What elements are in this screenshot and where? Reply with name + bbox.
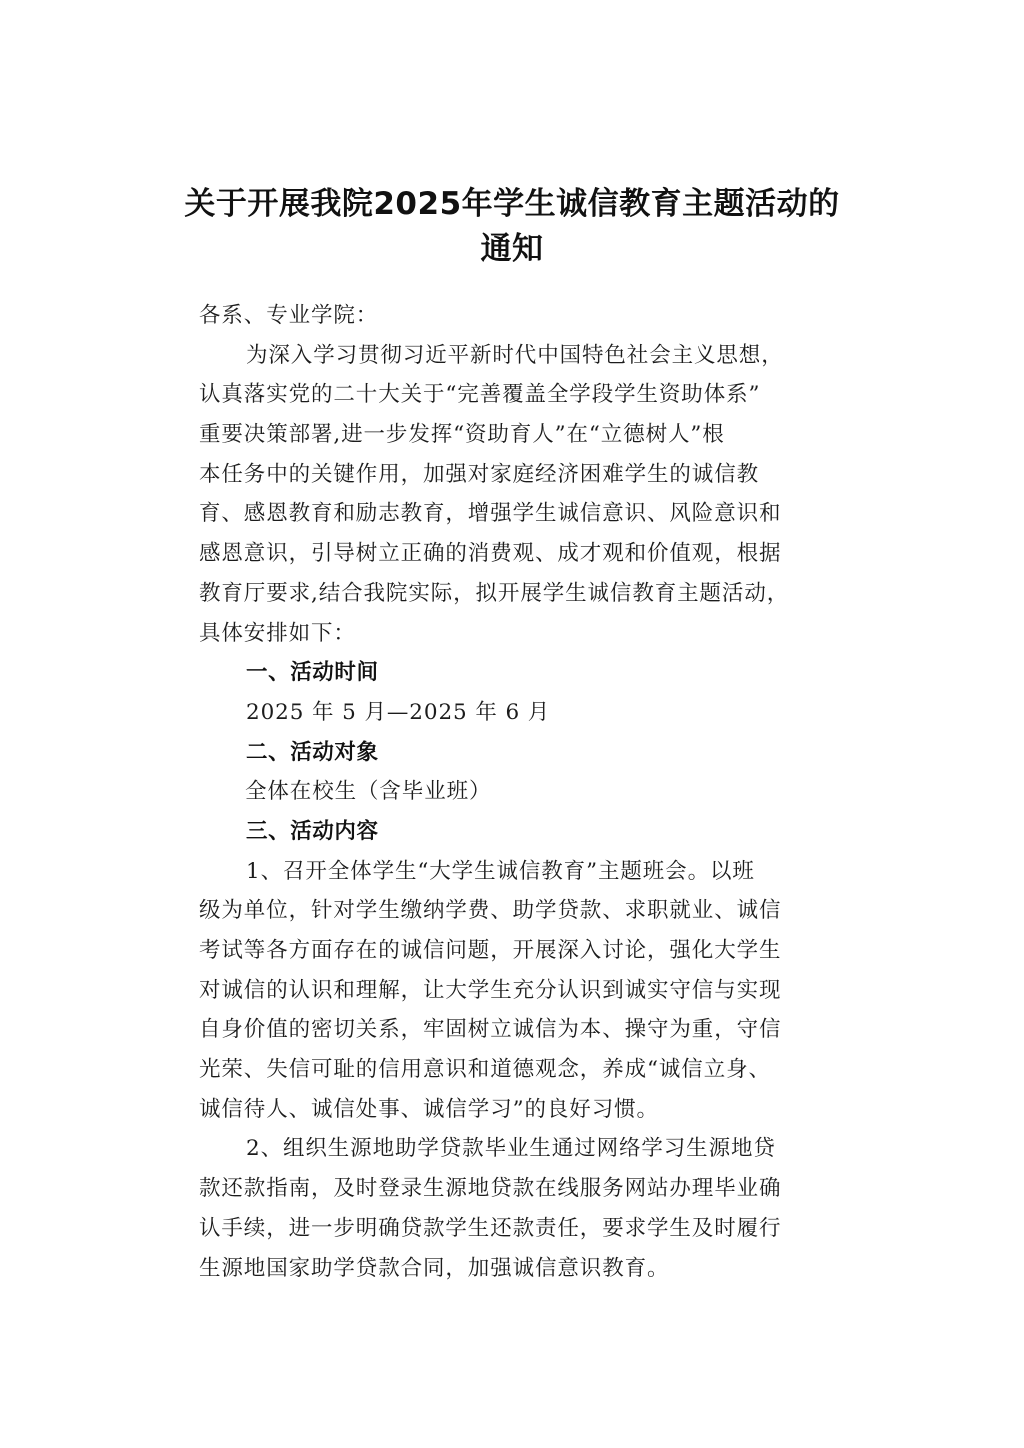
salutation: 各系、专业学院： [199, 303, 379, 328]
activity-time-text: 2025 年 5 月—2025 年 6 月 [246, 699, 551, 725]
paragraph-line: 本任务中的关键作用，加强对家庭经济困难学生的诚信教 [199, 461, 760, 487]
paragraph-line: 育、感恩教育和励志教育，增强学生诚信意识、风险意识和 [199, 501, 782, 527]
title-line: 关于开展我院2025年学生诚信教育主题活动的 [184, 186, 840, 222]
section-heading-time: 一、活动时间 [246, 660, 379, 686]
document-body [199, 296, 815, 1288]
content-item-2 [199, 1129, 815, 1288]
section-heading-content: 三、活动内容 [246, 818, 379, 844]
paragraph-line: 诚信待人、诚信处事、诚信学习”的良好习惯。 [199, 1096, 659, 1122]
paragraph-line: 教育厅要求,结合我院实际，拟开展学生诚信教育主题活动， [199, 580, 790, 606]
paragraph-line: 认真落实党的二十大关于“完善覆盖全学段学生资助体系” [199, 382, 761, 408]
paragraph-line: 具体安排如下： [199, 620, 356, 646]
paragraph-line: 感恩意识，引导树立正确的消费观、成才观和价值观，根据 [199, 541, 782, 567]
title-line: 通知 [480, 231, 544, 267]
paragraph-line: 生源地国家助学贷款合同，加强诚信意识教育。 [199, 1255, 670, 1281]
paragraph-line: 为深入学习贯彻习近平新时代中国特色社会主义思想， [246, 342, 784, 368]
paragraph-line: 级为单位，针对学生缴纳学费、助学贷款、求职就业、诚信 [199, 898, 782, 924]
paragraph-line: 考试等各方面存在的诚信问题，开展深入讨论，强化大学生 [199, 938, 782, 963]
paragraph-line: 自身价值的密切关系，牢固树立诚信为本、操守为重，守信 [199, 1017, 782, 1043]
paragraph-line: 1、召开全体学生“大学生诚信教育”主题班会。以班 [246, 858, 755, 884]
section-heading-target: 二、活动对象 [246, 739, 379, 765]
activity-target-text: 全体在校生（含毕业班） [245, 779, 492, 805]
intro-paragraph [199, 336, 815, 654]
content-item-1 [199, 852, 815, 1130]
paragraph-line: 款还款指南，及时登录生源地贷款在线服务网站办理毕业确 [199, 1176, 782, 1202]
paragraph-line: 重要决策部署,进一步发挥“资助育人”在“立德树人”根 [199, 422, 725, 448]
document-title [150, 182, 874, 272]
paragraph-line: 2、组织生源地助学贷款毕业生通过网络学习生源地贷 [246, 1136, 776, 1162]
paragraph-line: 光荣、失信可耻的信用意识和道德观念，养成“诚信立身、 [199, 1057, 771, 1083]
paragraph-line: 对诚信的认识和理解，让大学生充分认识到诚实守信与实现 [199, 977, 782, 1003]
paragraph-line: 认手续，进一步明确贷款学生还款责任，要求学生及时履行 [199, 1215, 782, 1241]
